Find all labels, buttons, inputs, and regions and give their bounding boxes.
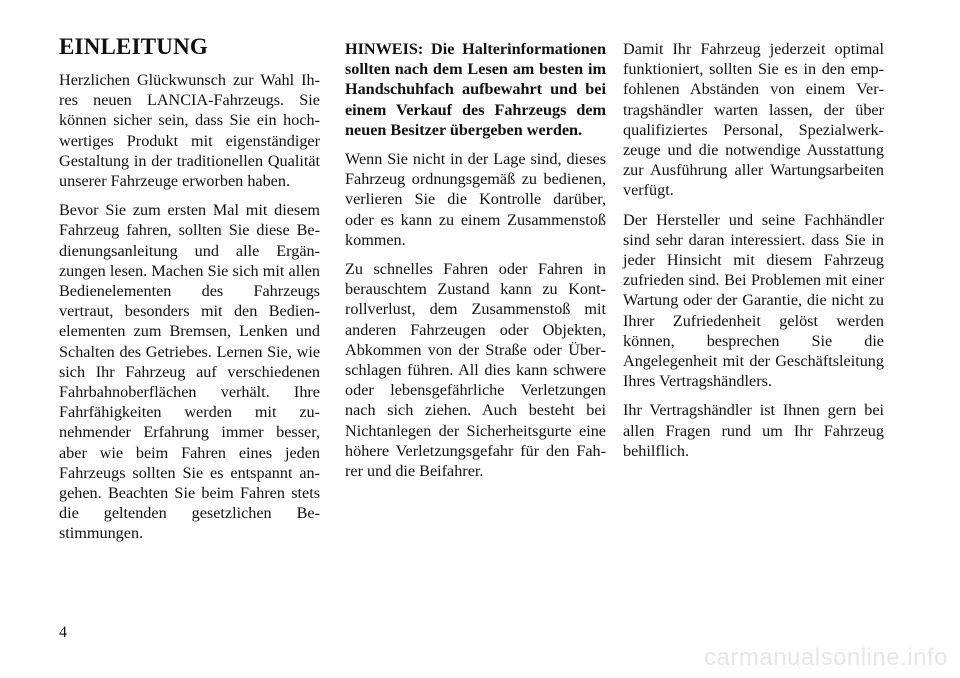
note-paragraph: HINWEIS: Die Halterinformationen sollten nach dem Lesen am besten im Handschuhfach aufbewahrt und bei einem Verkauf des Fahrzeugs dem neuen Besitzer übergeben werden. bbox=[345, 40, 606, 139]
dealer-help-paragraph: Ihr Vertragshändler ist Ihnen gern bei allen Fragen rund um Ihr Fahrzeug behilflich. bbox=[623, 401, 884, 460]
watermark: carmanualsonline.info bbox=[704, 644, 948, 671]
satisfaction-paragraph: Der Hersteller und seine Fachhändler sind sehr daran interessiert. dass Sie in jeder Hinsicht mit diesem Fahrzeug zufrieden sind. Bei Problemen mit einer Wartung oder der Garantie, die nicht zu Ihrer Zufriedenheit gelöst werden können, besprechen Sie die Angelegenheit mit der Geschäftsleitung Ihres Vertragshändlers. bbox=[623, 210, 884, 391]
middle-column bbox=[345, 39, 606, 490]
page-title: EINLEITUNG bbox=[59, 34, 208, 59]
right-column bbox=[623, 39, 884, 470]
left-column bbox=[59, 34, 320, 553]
intro-paragraph: Herzlichen Glückwunsch zur Wahl Ihres neuen LANCIA-Fahrzeugs. Sie können sicher sein, dass Sie ein hochwertiges Produkt mit eigenständiger Gestaltung in der traditionellen Qualität unserer Fahrzeuge erworben haben. bbox=[59, 71, 320, 191]
maintenance-paragraph: Damit Ihr Fahrzeug jederzeit optimal funktioniert, sollten Sie es in den empfohlenen Abständen von einem Vertragshändler warten lassen, der über qualifiziertes Personal, Spezialwerkzeuge und die notwendige Ausstattung zur Ausführung aller Wartungsarbeiten verfügt. bbox=[623, 40, 884, 200]
speed-warning-paragraph: Zu schnelles Fahren oder Fahren in berauschtem Zustand kann zu Kontrollverlust, dem Zusammenstoß mit anderen Fahrzeugen oder Objekten, Abkommen von der Straße oder Überschlagen führen. All dies kann schwere oder lebensgefährliche Verletzungen nach sich ziehen. Auch besteht bei Nichtanlegen der Sicherheitsgurte eine höhere Verletzungsgefahr für den Fahrer und die Beifahrer. bbox=[345, 260, 606, 481]
control-warning-paragraph: Wenn Sie nicht in der Lage sind, dieses Fahrzeug ordnungsgemäß zu bedienen, verlieren Sie die Kontrolle darüber, oder es kann zu einem Zusammenstoß kommen. bbox=[345, 150, 606, 249]
operating-paragraph: Bevor Sie zum ersten Mal mit diesem Fahrzeug fahren, sollten Sie diese Bedienungsanleitung und alle Ergänzungen lesen. Machen Sie sich mit allen Bedienelementen des Fahrzeugs vertraut, besonders mit den Bedienelementen zum Bremsen, Lenken und Schalten des Getriebes. Lernen Sie, wie sich Ihr Fahrzeug auf verschiedenen Fahrbahnoberflächen verhält. Ihre Fahrfähigkeiten werden mit zunehmender Erfahrung immer besser, aber wie beim Fahren eines jeden Fahrzeugs sollten Sie es entspannt angehen. Beachten Sie beim Fahren stets die geltenden gesetzlichen Bestimmungen. bbox=[59, 201, 320, 543]
page-number: 4 bbox=[59, 624, 67, 641]
